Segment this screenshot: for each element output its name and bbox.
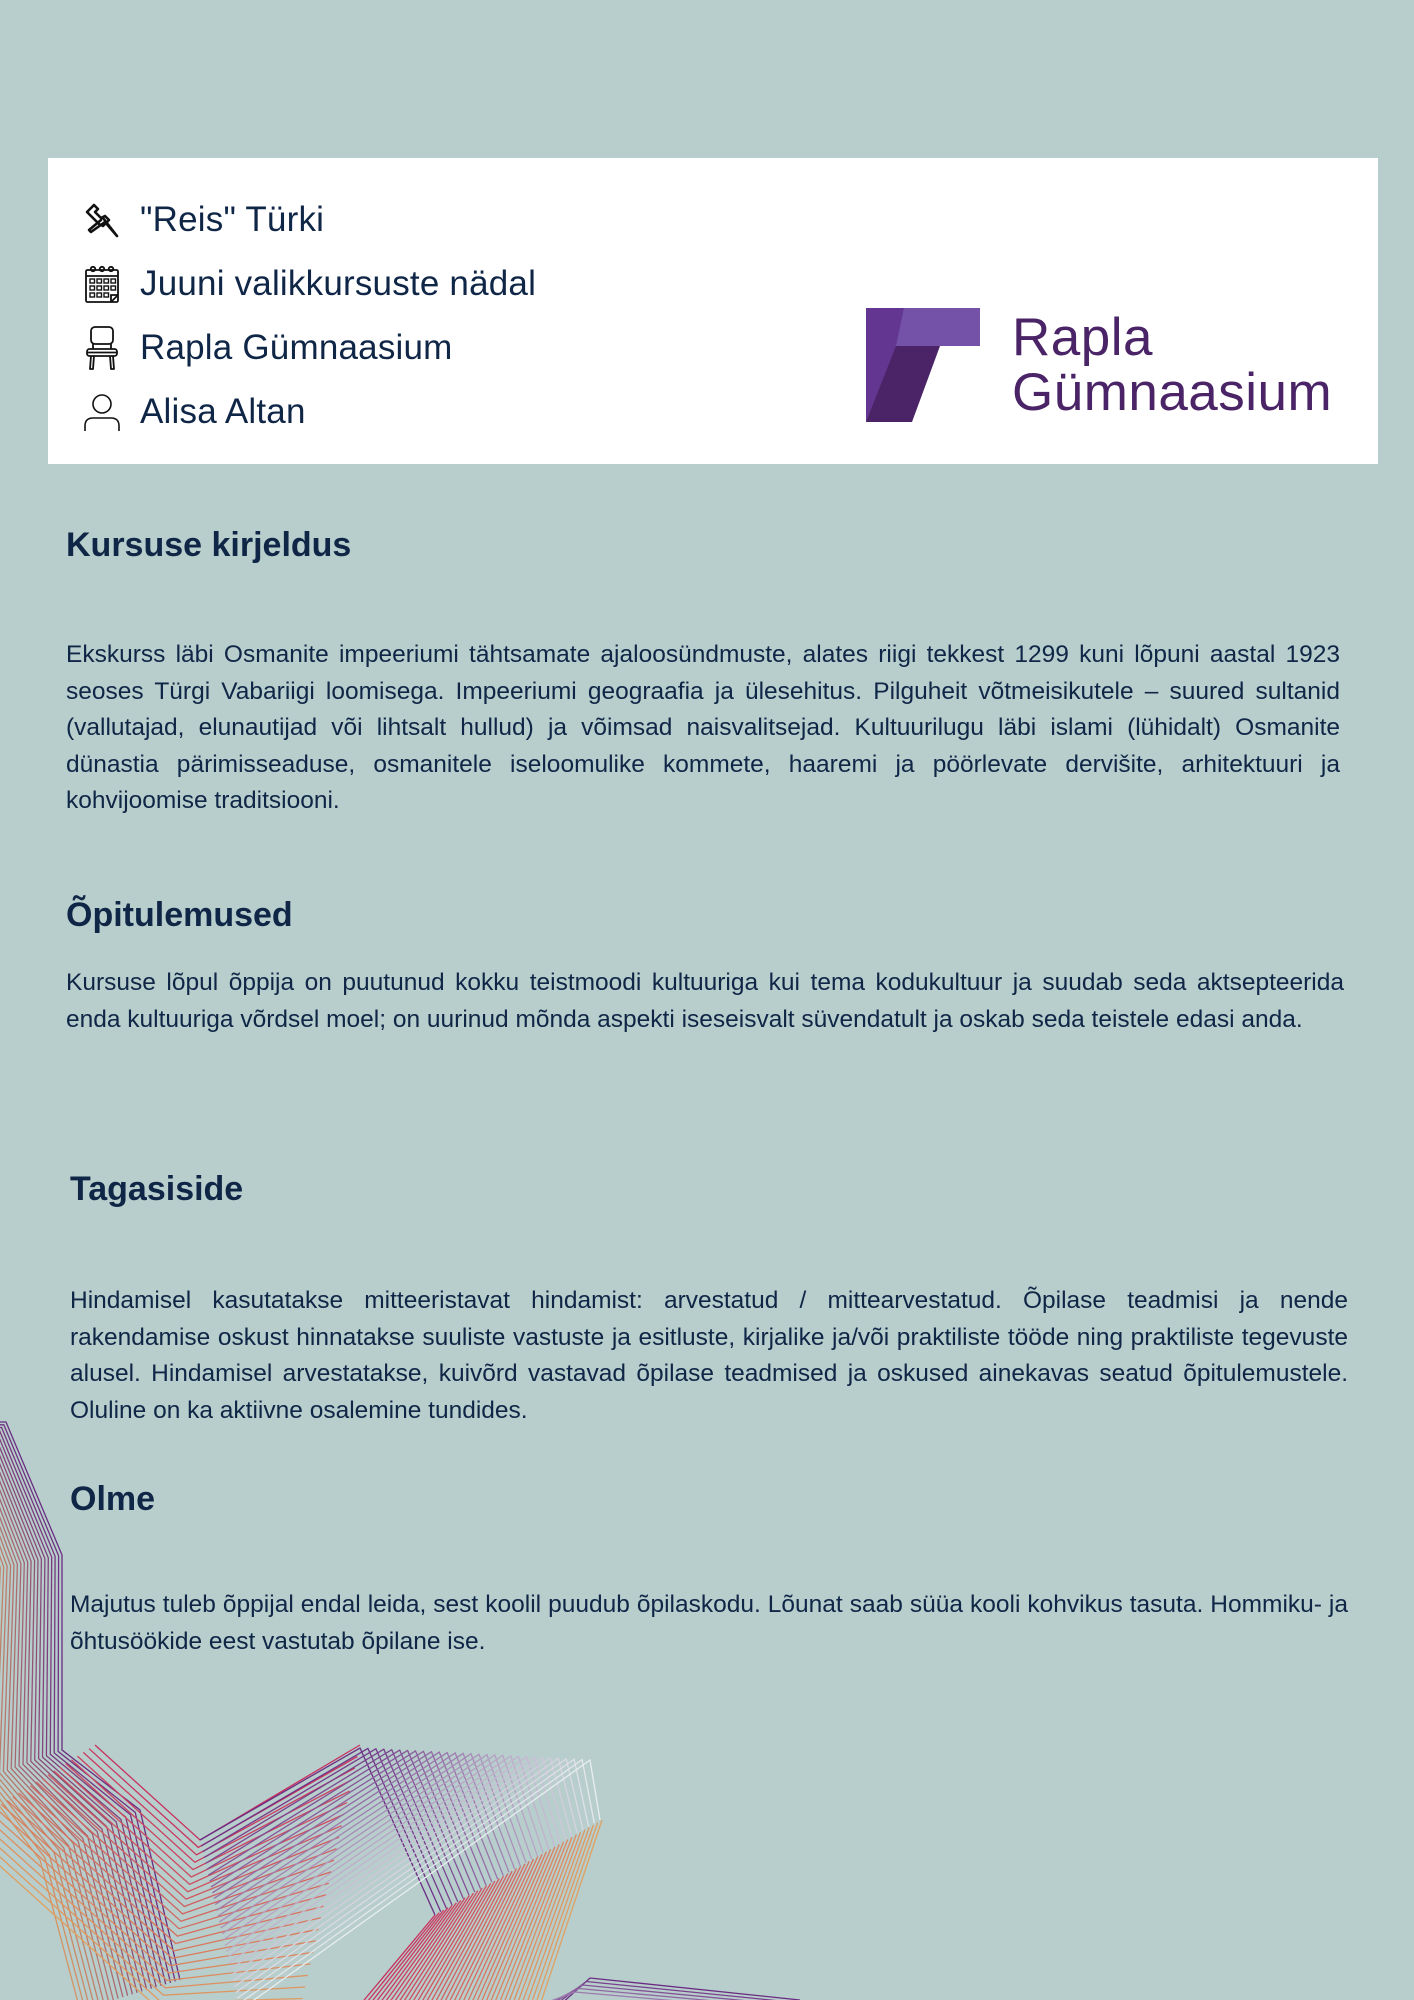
section-heading: Tagasiside (70, 1170, 244, 1208)
deco-line (420, 1883, 491, 2000)
deco-line (383, 1903, 456, 2000)
deco-line (239, 1760, 595, 2000)
deco-line (379, 1905, 453, 2000)
deco-line (0, 1812, 313, 1974)
section-living-conditions (70, 1479, 1348, 1660)
deco-line (237, 1759, 588, 1998)
deco-line (0, 1826, 303, 2000)
deco-line (54, 1771, 342, 1892)
deco-line (406, 1891, 478, 2000)
deco-line (489, 1847, 555, 2000)
deco-line (217, 1753, 504, 1910)
deco-line (434, 1876, 504, 2000)
deco-line (235, 1758, 578, 1986)
pushpin-icon (82, 198, 122, 242)
deco-line (236, 1759, 583, 1993)
deco-line (30, 1786, 331, 1922)
deco-line (475, 1854, 542, 2000)
deco-line (374, 1908, 448, 2000)
deco-line (462, 1861, 530, 2000)
deco-line (369, 1910, 443, 2000)
deco-line (233, 1758, 571, 1981)
deco-line (526, 1827, 589, 2000)
deco-line (550, 1985, 790, 2000)
school-logo-text (1012, 310, 1332, 420)
deco-line (13, 1797, 324, 1944)
school-logo-mark (866, 308, 980, 422)
deco-band-bottom (540, 1978, 800, 2000)
info-row-teacher (82, 380, 536, 444)
deco-line (72, 1760, 350, 1870)
deco-line (439, 1874, 508, 2000)
deco-line (229, 1757, 555, 1963)
section-heading: Õpitulemused (66, 896, 293, 934)
course-title: "Reis" Türki (140, 200, 325, 239)
deco-line (466, 1859, 533, 2000)
deco-line (232, 1758, 566, 1975)
deco-line (215, 1753, 497, 1905)
deco-band-fan (200, 1748, 600, 2000)
deco-line (535, 1822, 597, 2000)
teacher-name: Alisa Altan (140, 392, 306, 431)
deco-line (201, 1748, 440, 1911)
course-period: Juuni valikkursuste nädal (140, 264, 537, 303)
info-row-period (82, 252, 536, 316)
deco-line (36, 1782, 334, 1914)
deco-line (0, 1819, 308, 1988)
deco-line (415, 1886, 486, 2000)
deco-line (200, 1748, 435, 1915)
deco-line (499, 1842, 564, 2000)
deco-line (48, 1775, 339, 1900)
deco-line (411, 1888, 482, 2000)
deco-line (207, 1750, 464, 1899)
deco-band-lower-left (0, 1745, 360, 2000)
header-card (48, 158, 1378, 464)
deco-line (1, 1804, 318, 1958)
deco-line (221, 1754, 521, 1928)
deco-line (66, 1764, 347, 1878)
deco-line (0, 1830, 300, 2000)
deco-line (452, 1866, 520, 2000)
deco-line (402, 1893, 474, 2000)
calendar-icon (82, 262, 122, 306)
deco-line (214, 1752, 492, 1899)
deco-line (223, 1755, 531, 1940)
deco-line (210, 1751, 475, 1892)
deco-line (429, 1879, 499, 2000)
deco-line (7, 1800, 321, 1951)
deco-line (471, 1857, 538, 2000)
deco-line (480, 1852, 546, 2000)
school-logo (866, 308, 1332, 422)
deco-line (540, 1992, 780, 2000)
section-heading: Kursuse kirjeldus (66, 526, 352, 564)
section-course-description (66, 525, 1340, 820)
deco-line (240, 1760, 600, 2000)
section-body: Majutus tuleb õppijal endal leida, sest koolil puudub õpilaskodu. Lõunat saab süüa kooli kohvikus tasuta. Hommiku- ja õhtusöökide eest vastutab õpilane ise. (70, 1591, 1348, 1655)
deco-line (392, 1898, 465, 2000)
deco-line (204, 1749, 452, 1905)
deco-line (517, 1832, 581, 2000)
deco-line (560, 1978, 800, 2000)
deco-line (365, 1913, 440, 2000)
deco-line (218, 1753, 509, 1916)
deco-line (503, 1840, 568, 2000)
deco-line (0, 1480, 80, 2000)
deco-line (203, 1749, 447, 1909)
deco-line (512, 1835, 576, 2000)
deco-line (485, 1849, 551, 2000)
logo-line-1: Rapla (1012, 308, 1153, 367)
deco-band-ribbon (360, 1820, 602, 2000)
deco-line (226, 1756, 543, 1952)
deco-line (42, 1778, 336, 1906)
deco-line (540, 1820, 602, 2000)
deco-line (212, 1752, 486, 1893)
deco-line (60, 1767, 345, 1884)
deco-line (443, 1871, 512, 2000)
deco-line (83, 1752, 355, 1854)
deco-line (545, 1989, 785, 2000)
deco-line (211, 1751, 481, 1889)
deco-line (219, 1754, 514, 1922)
deco-line (228, 1756, 549, 1957)
deco-line (388, 1900, 461, 2000)
deco-line (206, 1750, 458, 1902)
section-body: Ekskurss läbi Osmanite impeeriumi tähtsamate ajaloosündmuste, alates riigi tekkest 1299 kuni lõpuni aastal 1923 seoses Türgi Vabariigi loomisega. Impeeriumi geograafia ja ülesehitus. Pilguheit võtmeisikutele – suured sultanid (vallutajad, elunautijad või lihtsalt hullud) ja võimsad naisvalitsejad. Kultuurilugu läbi islami (lühidalt) Osmanite dünastia pärimisseaduse, osmanitele iseloomulike kommete, haaremi ja pöörlevate dervišite, arhitektuuri ja kohvijoomise traditsiooni. (66, 641, 1340, 814)
deco-line (448, 1869, 517, 2000)
deco-line (494, 1844, 559, 2000)
deco-line (425, 1881, 495, 2000)
deco-line (522, 1830, 585, 2000)
info-row-location (82, 316, 536, 380)
section-heading: Olme (70, 1480, 156, 1518)
deco-line (0, 1823, 305, 1996)
logo-line-2: Gümnaasium (1012, 363, 1333, 422)
deco-line (208, 1751, 469, 1896)
info-row-course-title (82, 188, 536, 252)
deco-line (222, 1755, 526, 1934)
deco-line (89, 1749, 357, 1848)
deco-line (95, 1745, 360, 1840)
deco-line (555, 1982, 795, 2000)
deco-line (230, 1757, 560, 1969)
chair-icon (82, 326, 122, 370)
deco-line (397, 1896, 469, 2000)
deco-line (531, 1825, 594, 2000)
deco-line (457, 1864, 525, 2000)
deco-line (0, 1815, 310, 1980)
deco-line (19, 1793, 326, 1936)
deco-line (360, 1915, 435, 2000)
section-learning-outcomes (66, 895, 1344, 1038)
deco-line (508, 1837, 572, 2000)
deco-line (0, 1808, 316, 1966)
deco-line (25, 1789, 329, 1928)
deco-line (77, 1756, 352, 1862)
section-body: Kursuse lõpul õppija on puutunud kokku teistmoodi kultuuriga kui tema kodukultuur ja suudab seda aktsepteerida enda kultuuriga võrdsel moel; on uurinud mõnda aspekti iseseisvalt süvendatult ja oskab seda teistele edasi anda. (66, 969, 1344, 1033)
course-info-list (82, 188, 536, 444)
school-name: Rapla Gümnaasium (140, 328, 453, 367)
section-body: Hindamisel kasutatakse mitteeristavat hindamist: arvestatud / mittearvestatud. Õpilase teadmisi ja nende rakendamise oskust hinnatakse suuliste vastuste ja esitluste, kirjalike ja/või praktiliste tööde ning praktiliste tegevuste alusel. Hindamisel arvestatakse, kuivõrd vastavad õpilase teadmised ja oskused ainekavas seatud õpitulemustele. Oluline on ka aktiivne osalemine tundides. (70, 1287, 1348, 1424)
deco-line (225, 1755, 538, 1945)
person-icon (82, 390, 122, 434)
section-feedback (70, 1169, 1348, 1429)
